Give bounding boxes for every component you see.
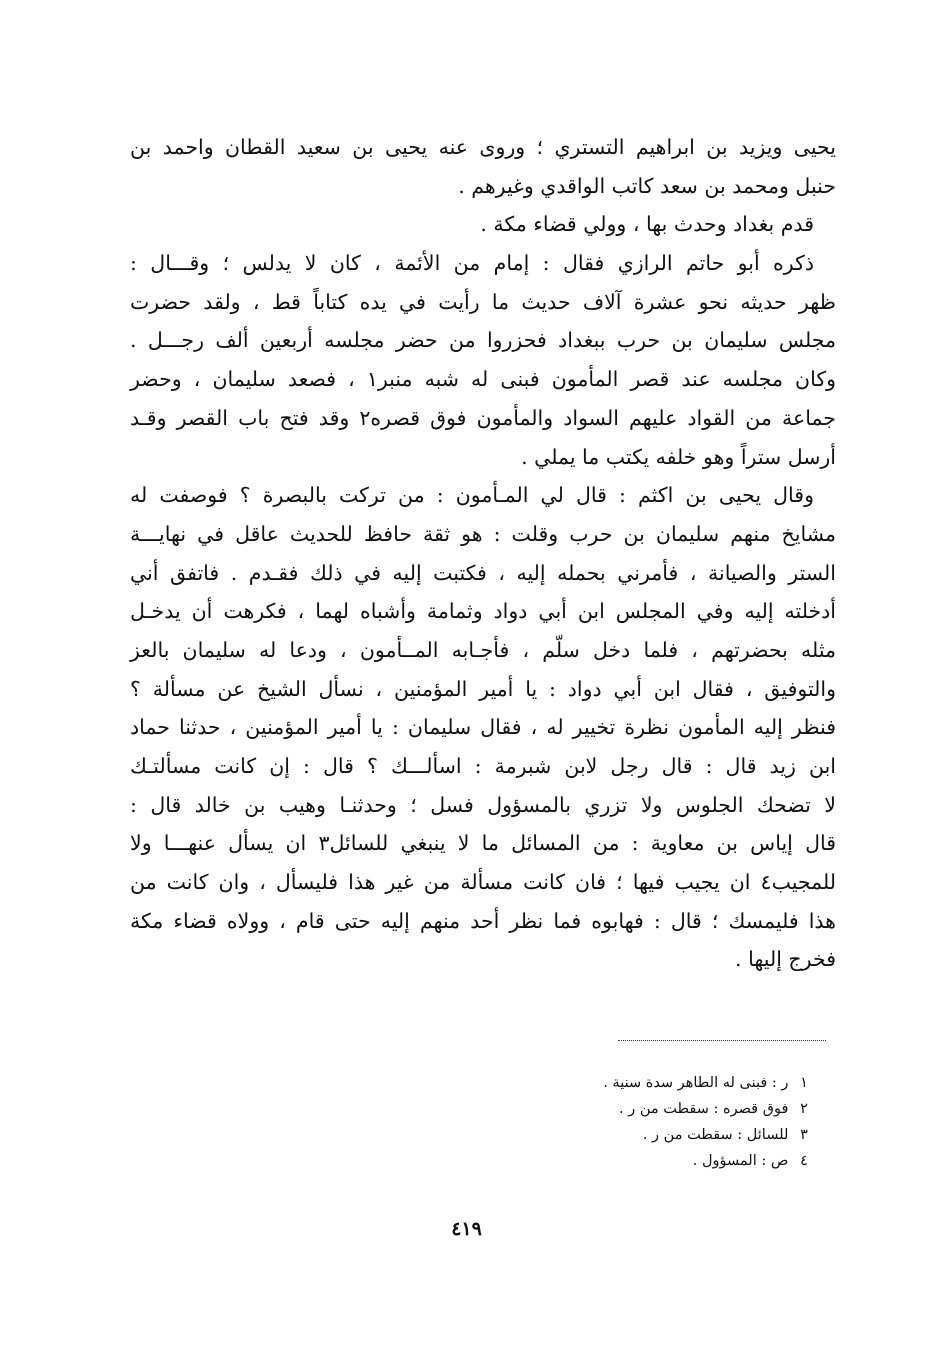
text-line: قدم بغداد وحدث بها ، وولي قضاء مكة . xyxy=(480,212,814,237)
footnote-number: ٤ xyxy=(800,1153,808,1169)
text-line: قال إياس بن معاوية : من المسائل ما لا ينبغي للسائل٣ ان يسأل عنهـــا ولا xyxy=(130,831,837,856)
text-line: مشايخ منهم سليمان بن حرب وقلت : هو ثقة حافظ للحديث عاقل في نهايـــة xyxy=(130,521,836,546)
page-number: ٤١٩ xyxy=(451,1218,482,1240)
text-line: والتوفيق ، فقال ابن أبي دواد : يا أمير المؤمنين ، نسأل الشيخ عن مسألة ؟ xyxy=(130,676,836,701)
text-line: جماعة من القواد عليهم السواد والمأمون فوق قصره٢ وقد فتح باب القصر وقـد xyxy=(130,405,836,430)
footnote-number: ٢ xyxy=(800,1101,808,1117)
text-line: للمجيب٤ ان يجيب فيها ؛ فان كانت مسألة من غير هذا فليسأل ، وان كانت من xyxy=(130,870,836,895)
text-line: ابن زيد قال : قال رجل لابن شبرمة : اسألـــك ؟ قال : إن كانت مسألتـك xyxy=(130,754,836,778)
text-line: هذا فليمسك ؛ قال : فهابوه فما نظر أحد منهم إليه حتى قام ، وولاه قضاء مكة xyxy=(130,908,836,933)
footnote-number: ٣ xyxy=(800,1127,808,1143)
text-line: وقال يحيى بن اكثم : قال لي المـأمون : من تركت بالبصرة ؟ فوصفت له xyxy=(130,483,814,508)
text-line: حنبل ومحمد بن سعد كاتب الواقدي وغيرهم . xyxy=(458,173,836,198)
main-text xyxy=(130,128,836,979)
text-line: لا تضحك الجلوس ولا تزري بالمسؤول فسل ؛ وحدثنـا وهيب بن خالد قال : xyxy=(130,792,836,817)
footnote-text: للسائل : سقطت من ر . xyxy=(642,1127,789,1143)
text-line: ذكره أبو حاتم الرازي فقال : إمام من الأئمة ، كان لا يدلس ؛ وقـــال : xyxy=(130,251,814,276)
footnote-3 xyxy=(395,1122,815,1148)
text-line: أدخلته إليه وفي المجلس ابن أبي دواد وثمامة وأشباه لهما ، فكرهت أن يدخـل xyxy=(130,599,836,624)
footnote-text: ص : المسؤول . xyxy=(692,1153,789,1169)
text-line: فخرج إليها . xyxy=(735,947,836,972)
text-line: أرسل ستراً وهو خلفه يكتب ما يملي . xyxy=(521,444,836,469)
footnote-number: ١ xyxy=(800,1075,808,1091)
text-line: الستر والصيانة ، فأمرني بحمله إليه ، فكتبت إليه في ذلك فقـدم . فاتفق أني xyxy=(130,560,836,585)
footnote-text: ر : فبنى له الطاهر سدة سنية . xyxy=(603,1075,789,1091)
text-line: ظهر حديثه نحو عشرة آلاف حديث ما رأيت في يده كتاباً قط ، ولقد حضرت xyxy=(130,289,836,314)
footnote-2 xyxy=(395,1096,815,1122)
text-line: وكان مجلسه عند قصر المأمون فبنى له شبه منبر١ ، فصعد سليمان ، وحضر xyxy=(130,367,836,392)
text-line: فنظر إليه المأمون نظرة تخيير له ، فقال سليمان : يا أمير المؤمنين ، حدثنا حماد xyxy=(130,715,836,740)
footnote-1 xyxy=(395,1070,815,1096)
text-line: مجلس سليمان بن حرب ببغداد فحزروا من حضر مجلسه أربعين ألف رجـــل . xyxy=(130,328,836,353)
text-line: يحيى ويزيد بن ابراهيم التستري ؛ وروى عنه يحيى بن سعيد القطان واحمد بن xyxy=(130,135,836,159)
footnote-separator xyxy=(618,1040,826,1041)
text-line: مثله بحضرتهم ، فلما دخل سلّم ، فأجـابه المــأمون ، ودعا له سليمان بالعز xyxy=(130,637,836,662)
footnote-text: فوق قصره : سقطت من ر . xyxy=(619,1101,789,1117)
footnotes xyxy=(395,1070,815,1174)
footnote-4 xyxy=(395,1148,815,1174)
